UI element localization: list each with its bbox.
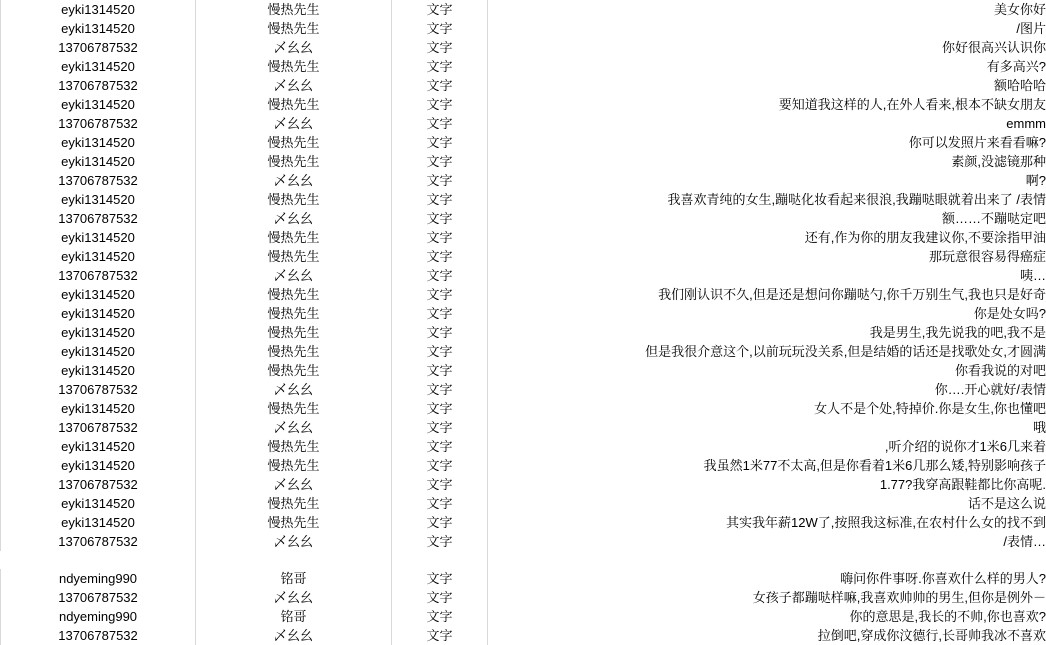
- cell-nickname: 乄幺幺: [196, 171, 392, 190]
- cell-content: 额……不蹦哒定吧: [488, 209, 1046, 228]
- table-row: [1, 494, 1046, 513]
- cell-message-type: 文字: [392, 171, 488, 190]
- cell-content: 我虽然1米77不太高,但是你看着1米6几那么矮,特别影响孩子: [488, 456, 1046, 475]
- table-row: [1, 76, 1046, 95]
- cell-message-type: 文字: [392, 209, 488, 228]
- cell-message-type: [392, 551, 488, 569]
- cell-content: /图片: [488, 19, 1046, 38]
- cell-content: 话不是这么说: [488, 494, 1046, 513]
- cell-message-type: 文字: [392, 133, 488, 152]
- cell-account: eyki1314520: [1, 342, 196, 361]
- table-row: [1, 380, 1046, 399]
- cell-account: eyki1314520: [1, 0, 196, 19]
- cell-content: 女孩子都蹦哒样嘛,我喜欢帅帅的男生,但你是例外－: [488, 588, 1046, 607]
- cell-nickname: 乄幺幺: [196, 418, 392, 437]
- table-row: [1, 38, 1046, 57]
- cell-message-type: 文字: [392, 228, 488, 247]
- cell-nickname: 慢热先生: [196, 190, 392, 209]
- table-row: [1, 95, 1046, 114]
- cell-message-type: 文字: [392, 285, 488, 304]
- cell-nickname: 乄幺幺: [196, 114, 392, 133]
- cell-account: eyki1314520: [1, 513, 196, 532]
- cell-nickname: 慢热先生: [196, 0, 392, 19]
- cell-account: eyki1314520: [1, 133, 196, 152]
- cell-nickname: 慢热先生: [196, 494, 392, 513]
- cell-message-type: 文字: [392, 626, 488, 645]
- cell-nickname: 乄幺幺: [196, 209, 392, 228]
- cell-nickname: 乄幺幺: [196, 475, 392, 494]
- cell-account: eyki1314520: [1, 285, 196, 304]
- cell-account: eyki1314520: [1, 19, 196, 38]
- cell-nickname: 慢热先生: [196, 133, 392, 152]
- cell-content: ,听介绍的说你才1米6几来着: [488, 437, 1046, 456]
- cell-nickname: 慢热先生: [196, 513, 392, 532]
- cell-account: 13706787532: [1, 38, 196, 57]
- table-row: [1, 57, 1046, 76]
- cell-message-type: 文字: [392, 38, 488, 57]
- table-row: [1, 114, 1046, 133]
- table-row: [1, 342, 1046, 361]
- cell-account: eyki1314520: [1, 228, 196, 247]
- cell-nickname: 乄幺幺: [196, 76, 392, 95]
- cell-nickname: 慢热先生: [196, 361, 392, 380]
- cell-account: 13706787532: [1, 209, 196, 228]
- table-row: [1, 190, 1046, 209]
- cell-message-type: 文字: [392, 607, 488, 626]
- cell-message-type: 文字: [392, 475, 488, 494]
- cell-content: 我喜欢青纯的女生,蹦哒化妆看起来很浪,我蹦哒眼就着出来了 /表情: [488, 190, 1046, 209]
- table-row: [1, 133, 1046, 152]
- table-row: [1, 532, 1046, 551]
- cell-message-type: 文字: [392, 437, 488, 456]
- cell-message-type: 文字: [392, 361, 488, 380]
- cell-account: eyki1314520: [1, 152, 196, 171]
- cell-nickname: 铭哥: [196, 607, 392, 626]
- cell-message-type: 文字: [392, 513, 488, 532]
- cell-nickname: 慢热先生: [196, 285, 392, 304]
- table-row: [1, 399, 1046, 418]
- table-row: [1, 0, 1046, 19]
- table-row: [1, 456, 1046, 475]
- cell-nickname: 慢热先生: [196, 247, 392, 266]
- cell-account: eyki1314520: [1, 494, 196, 513]
- cell-content: 咦…: [488, 266, 1046, 285]
- table-row: [1, 607, 1046, 626]
- chat-log-body: [1, 0, 1046, 645]
- cell-content: /表情…: [488, 532, 1046, 551]
- table-row: [1, 304, 1046, 323]
- cell-content: 1.77?我穿高跟鞋都比你高呢.: [488, 475, 1046, 494]
- cell-account: 13706787532: [1, 266, 196, 285]
- table-row: [1, 437, 1046, 456]
- cell-content: 你看我说的对吧: [488, 361, 1046, 380]
- cell-content: 你好很高兴认识你: [488, 38, 1046, 57]
- cell-content: 但是我很介意这个,以前玩玩没关系,但是结婚的话还是找歌处女,才圆满: [488, 342, 1046, 361]
- cell-account: 13706787532: [1, 532, 196, 551]
- cell-nickname: 慢热先生: [196, 342, 392, 361]
- cell-message-type: 文字: [392, 57, 488, 76]
- cell-account: eyki1314520: [1, 361, 196, 380]
- cell-message-type: 文字: [392, 76, 488, 95]
- cell-nickname: 铭哥: [196, 569, 392, 588]
- cell-account: eyki1314520: [1, 304, 196, 323]
- cell-content: 我是男生,我先说我的吧,我不是: [488, 323, 1046, 342]
- cell-message-type: 文字: [392, 532, 488, 551]
- cell-message-type: 文字: [392, 114, 488, 133]
- table-row: [1, 513, 1046, 532]
- cell-account: eyki1314520: [1, 399, 196, 418]
- cell-account: eyki1314520: [1, 95, 196, 114]
- cell-message-type: 文字: [392, 95, 488, 114]
- cell-nickname: 乄幺幺: [196, 626, 392, 645]
- cell-account: 13706787532: [1, 588, 196, 607]
- cell-content: 我们刚认识不久,但是还是想问你蹦哒勺,你千万别生气,我也只是好奇: [488, 285, 1046, 304]
- table-row: [1, 209, 1046, 228]
- cell-nickname: 慢热先生: [196, 95, 392, 114]
- cell-nickname: 慢热先生: [196, 57, 392, 76]
- cell-message-type: 文字: [392, 399, 488, 418]
- cell-nickname: 慢热先生: [196, 456, 392, 475]
- cell-content: 其实我年薪12W了,按照我这标准,在农村什么女的找不到: [488, 513, 1046, 532]
- cell-account: ndyeming990: [1, 607, 196, 626]
- cell-message-type: 文字: [392, 266, 488, 285]
- cell-content: 你….开心就好/表情: [488, 380, 1046, 399]
- cell-account: eyki1314520: [1, 456, 196, 475]
- cell-content: 素颜,没滤镜那种: [488, 152, 1046, 171]
- cell-nickname: 乄幺幺: [196, 266, 392, 285]
- cell-nickname: 慢热先生: [196, 437, 392, 456]
- cell-message-type: 文字: [392, 304, 488, 323]
- cell-account: 13706787532: [1, 380, 196, 399]
- cell-message-type: 文字: [392, 0, 488, 19]
- table-row: [1, 285, 1046, 304]
- cell-nickname: 慢热先生: [196, 19, 392, 38]
- cell-message-type: 文字: [392, 152, 488, 171]
- cell-message-type: 文字: [392, 323, 488, 342]
- cell-nickname: 乄幺幺: [196, 380, 392, 399]
- cell-message-type: 文字: [392, 418, 488, 437]
- cell-content: 啊?: [488, 171, 1046, 190]
- cell-account: eyki1314520: [1, 323, 196, 342]
- cell-account: 13706787532: [1, 114, 196, 133]
- cell-message-type: 文字: [392, 494, 488, 513]
- cell-content: 有多高兴?: [488, 57, 1046, 76]
- table-row: [1, 171, 1046, 190]
- cell-nickname: 乄幺幺: [196, 38, 392, 57]
- cell-content: 女人不是个处,特掉价.你是女生,你也懂吧: [488, 399, 1046, 418]
- cell-content: 要知道我这样的人,在外人看来,根本不缺女朋友: [488, 95, 1046, 114]
- cell-message-type: 文字: [392, 190, 488, 209]
- table-row: [1, 475, 1046, 494]
- table-row: [1, 626, 1046, 645]
- table-row: [1, 323, 1046, 342]
- cell-account: ndyeming990: [1, 569, 196, 588]
- cell-message-type: 文字: [392, 19, 488, 38]
- cell-account: eyki1314520: [1, 57, 196, 76]
- cell-account: 13706787532: [1, 171, 196, 190]
- table-row: [1, 569, 1046, 588]
- cell-content: 你的意思是,我长的不帅,你也喜欢?: [488, 607, 1046, 626]
- cell-content: 哦: [488, 418, 1046, 437]
- cell-account: eyki1314520: [1, 247, 196, 266]
- cell-message-type: 文字: [392, 342, 488, 361]
- cell-nickname: 乄幺幺: [196, 588, 392, 607]
- cell-content: 嗨问你件事呀.你喜欢什么样的男人?: [488, 569, 1046, 588]
- table-row: [1, 361, 1046, 380]
- table-row-spacer: [1, 551, 1046, 569]
- cell-content: 额哈哈哈: [488, 76, 1046, 95]
- table-row: [1, 588, 1046, 607]
- cell-message-type: 文字: [392, 380, 488, 399]
- cell-content: emmm: [488, 114, 1046, 133]
- cell-content: 美女你好: [488, 0, 1046, 19]
- cell-content: 你是处女吗?: [488, 304, 1046, 323]
- cell-content: 那玩意很容易得癌症: [488, 247, 1046, 266]
- cell-message-type: 文字: [392, 456, 488, 475]
- cell-nickname: 慢热先生: [196, 152, 392, 171]
- cell-account: 13706787532: [1, 418, 196, 437]
- cell-message-type: 文字: [392, 569, 488, 588]
- cell-content: [488, 551, 1046, 569]
- cell-message-type: 文字: [392, 588, 488, 607]
- cell-nickname: 慢热先生: [196, 399, 392, 418]
- table-row: [1, 266, 1046, 285]
- cell-message-type: 文字: [392, 247, 488, 266]
- cell-account: [1, 551, 196, 569]
- cell-nickname: 慢热先生: [196, 228, 392, 247]
- cell-account: eyki1314520: [1, 437, 196, 456]
- table-row: [1, 228, 1046, 247]
- cell-account: 13706787532: [1, 475, 196, 494]
- table-row: [1, 418, 1046, 437]
- cell-content: 还有,作为你的朋友我建议你,不要涂指甲油: [488, 228, 1046, 247]
- cell-content: 拉倒吧,穿成你汶德行,长哥帅我冰不喜欢: [488, 626, 1046, 645]
- table-row: [1, 152, 1046, 171]
- table-row: [1, 19, 1046, 38]
- cell-account: eyki1314520: [1, 190, 196, 209]
- table-row: [1, 247, 1046, 266]
- cell-content: 你可以发照片来看看嘛?: [488, 133, 1046, 152]
- cell-account: 13706787532: [1, 626, 196, 645]
- cell-nickname: [196, 551, 392, 569]
- cell-account: 13706787532: [1, 76, 196, 95]
- cell-nickname: 慢热先生: [196, 323, 392, 342]
- cell-nickname: 乄幺幺: [196, 532, 392, 551]
- cell-nickname: 慢热先生: [196, 304, 392, 323]
